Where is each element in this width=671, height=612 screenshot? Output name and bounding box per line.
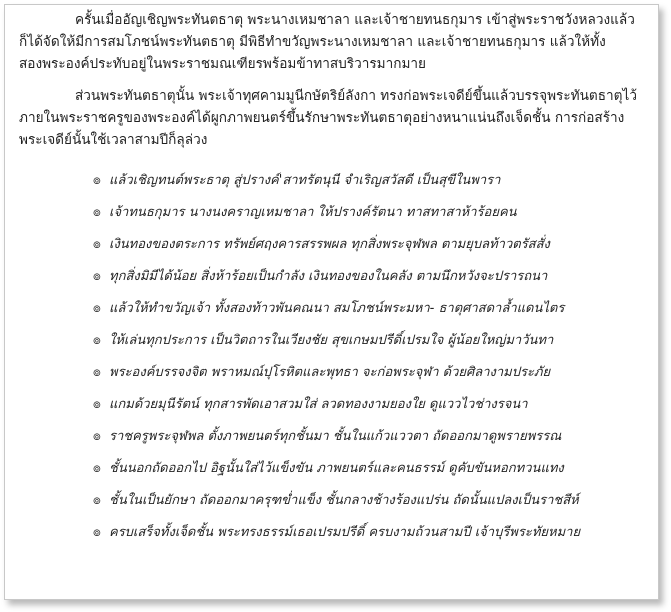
verse-bullet: ๏ <box>93 333 101 348</box>
verse-line <box>93 261 646 293</box>
verse-text: แล้วเชิญทนต์พระธาตุ สู่ปรางค์'สาทรัตนุนี จำเริญสวัสดี เป็นสุขีในพารา <box>109 173 501 188</box>
verse-text: แกมด้วยมุนีรัตน์ ทุกสารพัดเอาสวมใส่ ลวดทองงามยองใย ดูแววไวช่างรจนา <box>109 397 528 412</box>
verse-line <box>93 165 646 197</box>
verse-bullet: ๏ <box>93 365 101 380</box>
verse-bullet: ๏ <box>93 525 101 540</box>
verse-text: ทุกสิ่งมิมีได้น้อย สิ่งห้าร้อยเป็นกำลัง เงินทองของในคลัง ตามนึกหวังจะปรารถนา <box>109 269 548 284</box>
verse-line <box>93 485 646 517</box>
verse-text: เจ้าทนธกุมาร นางนงคราญเหมชาลา ให้ปรางค์รัตนา ทาสทาสาห้าร้อยคน <box>109 205 517 220</box>
verse-bullet: ๏ <box>93 429 101 444</box>
verse-text: แล้วให้ทำขวัญเจ้า ทั้งสองท้าวพันคณนา สมโภชน์พระมหา- ธาตุศาสดาล้ำแดนไตร <box>109 301 565 316</box>
verse-text: ชั้นในเป็นยักษา ถัดออกมาครุฑข่ำแข็ง ชั้นกลางช้างร้องแปร่น ถัดนั้นแปลงเป็นราชสีห์ <box>109 493 579 508</box>
verse-bullet: ๏ <box>93 205 101 220</box>
verse-text: ชั้นนอกถัดออกไป อิฐนั้นใส่ไว้แข็งขัน ภาพยนตร์และคนธรรม์ ดูคับขันหอกทวนแทง <box>109 461 564 476</box>
verse-text: ราชครูพระจุฬพล ตั้งภาพยนตร์ทุกชั้นมา ชั้นในแก้วแววตา ถัดออกมาดูพรายพรรณ <box>109 429 562 444</box>
verse-bullet: ๏ <box>93 397 101 412</box>
verse-bullet: ๏ <box>93 301 101 316</box>
paragraph-2: ส่วนพระทันตธาตุนั้น พระเจ้าทุศคามมูนีกษัตริย์ลังกา ทรงก่อพระเจดีย์ขึ้นแล้วบรรจุพระทันตธาตุไว้ภายในพระราชครูของพระองค์ได้ผูกภาพยนตร์ขึ้นรักษาพระทันตธาตุอย่างหนาแน่นถึงเจ็ดชั้น การก่อสร้างพระเจดีย์นั้นใช้เวลาสามปีก็ลุล่วง <box>19 88 637 148</box>
verse-line <box>93 325 646 357</box>
verse-bullet: ๏ <box>93 173 101 188</box>
verse-line <box>93 197 646 229</box>
document-content <box>5 5 658 599</box>
verse-line <box>93 517 646 549</box>
verse-list <box>19 165 646 549</box>
verse-line <box>93 389 646 421</box>
verse-line <box>93 357 646 389</box>
document-frame <box>4 4 659 600</box>
verse-bullet: ๏ <box>93 461 101 476</box>
verse-line <box>93 421 646 453</box>
verse-bullet: ๏ <box>93 237 101 252</box>
verse-bullet: ๏ <box>93 269 101 284</box>
verse-text: พระองค์บรรจงจิต พราหมณ์ปุโรหิตและพุทธา จะก่อพระจุฬา ด้วยศิลางามประภัย <box>109 365 551 380</box>
verse-line <box>93 453 646 485</box>
paragraph-1: ครั้นเมื่ออัญเชิญพระทันตธาตุ พระนางเหมชาลา และเจ้าชายทนธกุมาร เข้าสู่พระราชวังหลวงแล้ว ก็ได้จัดให้มีการสมโภชน์พระทันตธาตุ มีพิธีทำขวัญพระนางเหมชาลา และเจ้าชายทนธกุมาร แล้วให้ทั้งสองพระองค์ประทับอยู่ในพระราชมณเฑียรพร้อมข้าทาสบริวารมากมาย <box>19 12 635 72</box>
verse-line <box>93 229 646 261</box>
verse-text: ให้เล่นทุกประการ เป็นวิตถารในเวียงชัย สุขเกษมปรีดิ์เปรมใจ ผู้น้อยใหญ่มาวันทา <box>109 333 554 348</box>
verse-text: ครบเสร็จทั้งเจ็ดชั้น พระทรงธรรม์เธอเปรมปรีดิ์ ครบงามถ้วนสามปี เจ้าบุรีพระทัยหมาย <box>109 525 581 540</box>
verse-line <box>93 293 646 325</box>
verse-text: เงินทองของตระการ ทรัพย์ศฤงคารสรรพผล ทุกสิ่งพระจุฬพล ตามยุบลท้าวตรัสสั่ง <box>109 237 550 252</box>
verse-bullet: ๏ <box>93 493 101 508</box>
